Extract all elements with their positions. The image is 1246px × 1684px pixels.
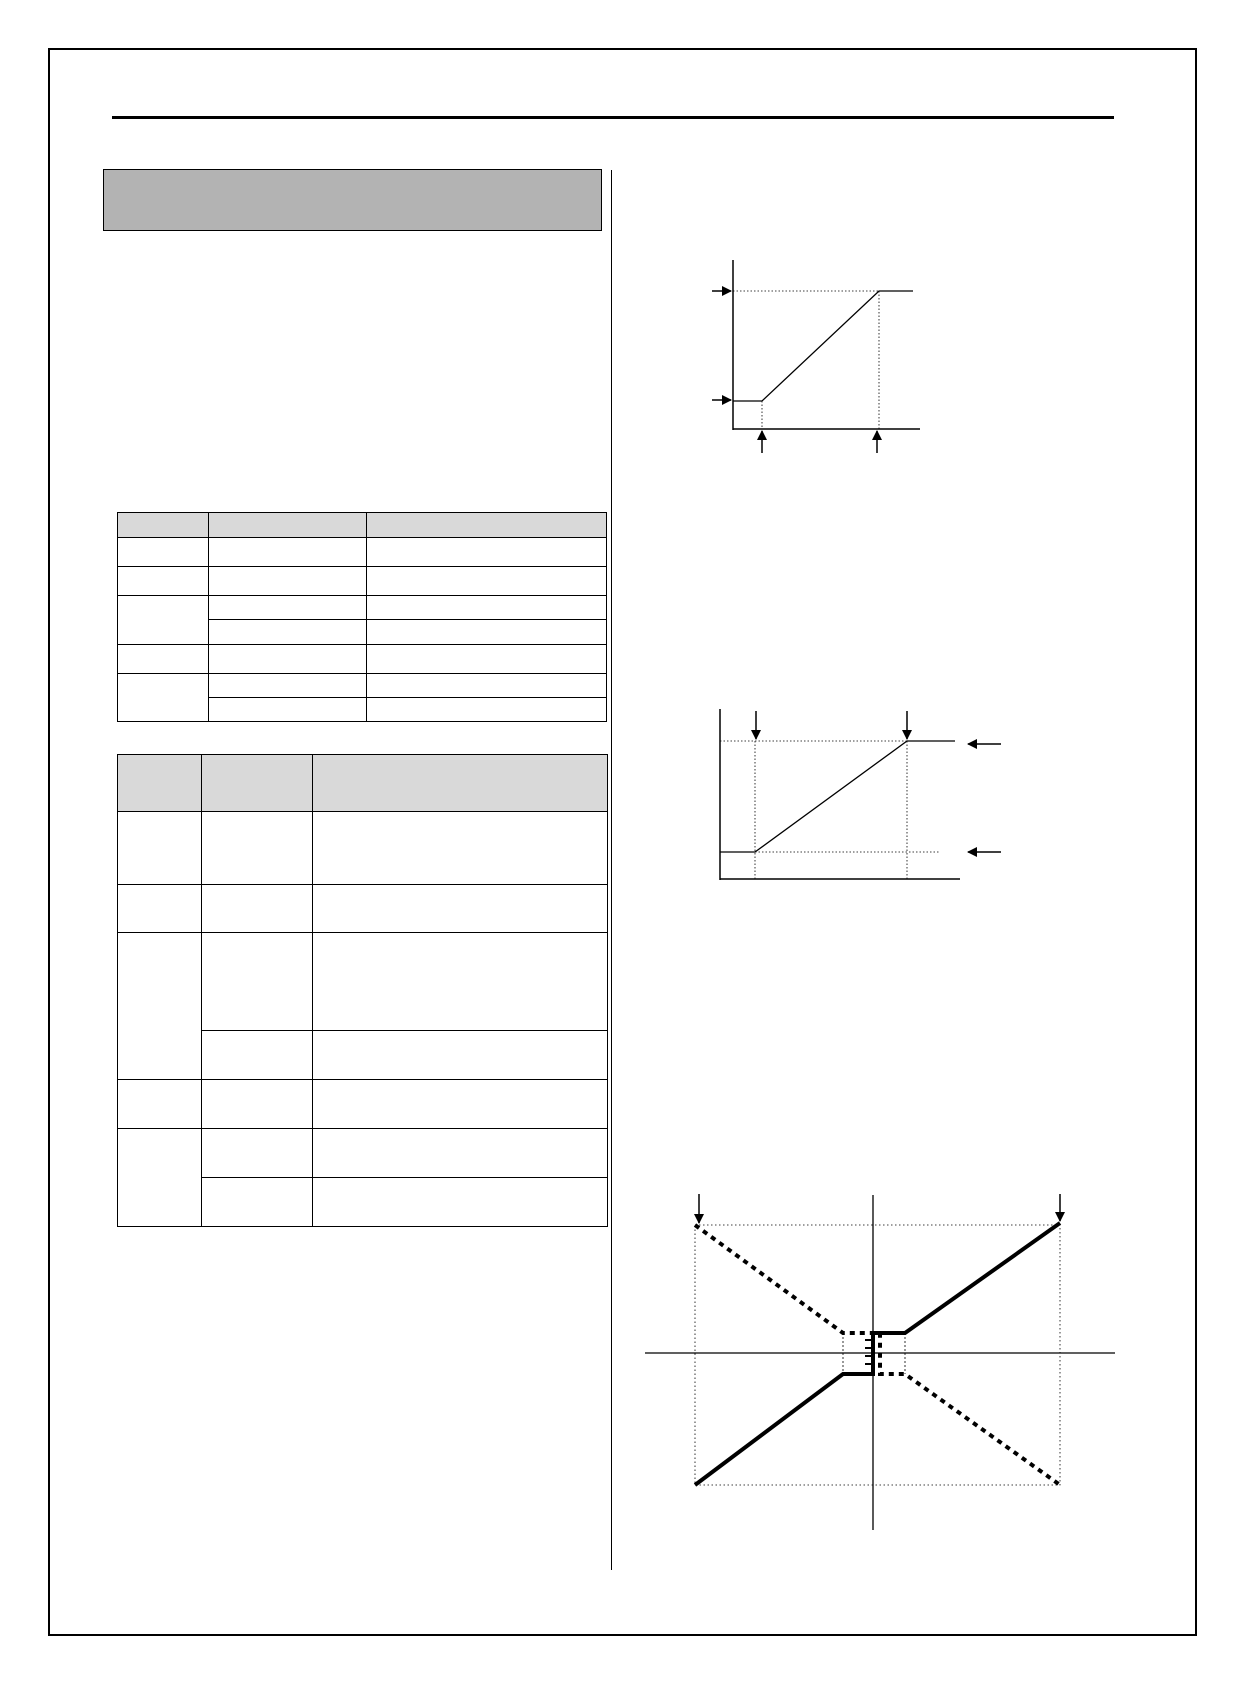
diagram-3-bipolar	[645, 1194, 1115, 1530]
diagram-1-curve	[733, 291, 913, 401]
diagram-1-ramp	[712, 260, 920, 453]
diagram-2-ramp	[720, 709, 1001, 880]
diagram-3-forward-line	[695, 1223, 1060, 1485]
diagram-2-curve	[720, 741, 955, 852]
